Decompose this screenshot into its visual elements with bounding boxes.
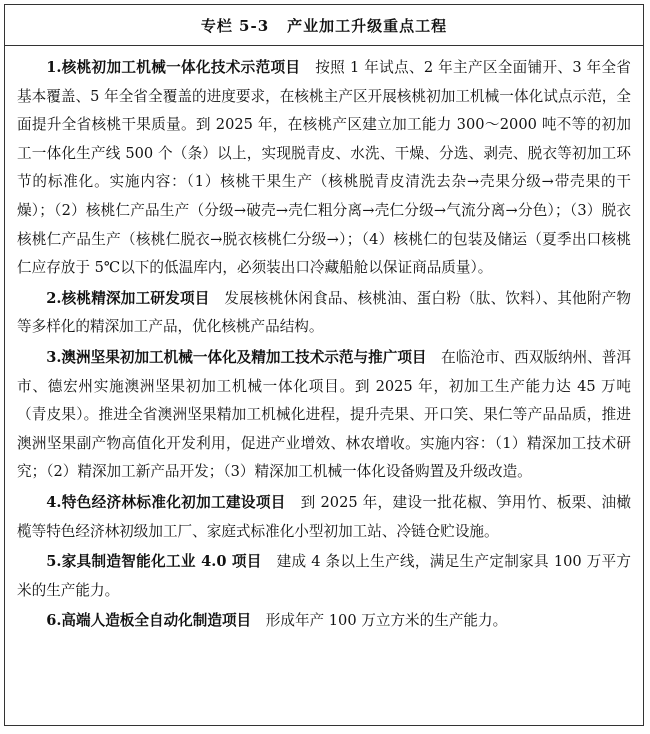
box-body <box>5 46 643 636</box>
project-item <box>17 344 631 487</box>
project-item <box>17 285 631 342</box>
project-item <box>17 54 631 283</box>
box-number: 专栏 5-3 <box>200 16 270 35</box>
project-text: 在临沧市、西双版纳州、普洱市、德宏州实施澳洲坚果初加工机械一体化项目。到 2025 年，初加工生产能力达 45 万吨（青皮果）。推进全省澳洲坚果精加工机械化进程，提升壳果、开口笑、果仁等产品品质，推进澳洲坚果副产物高值化开发利用，促进产业增效、林农增收。实施内容：（1）精深加工技术研究；（2）精深加工新产品开发；（3）精深加工机械一体化设备购置及升级改造。 <box>17 348 631 481</box>
box-title: 产业加工升级重点工程 <box>287 16 448 35</box>
project-text: 发展核桃休闲食品、核桃油、蛋白粉（肽、饮料）、其他附产物等多样化的精深加工产品，优化核桃产品结构。 <box>17 289 631 336</box>
box-title-bar <box>5 5 643 46</box>
project-heading: 3.澳洲坚果初加工机械一体化及精加工技术示范与推广项目 <box>46 348 427 366</box>
project-item <box>17 607 631 636</box>
project-heading: 2.核桃精深加工研发项目 <box>46 289 210 307</box>
project-text: 形成年产 100 万立方米的生产能力。 <box>265 612 508 630</box>
project-heading: 1.核桃初加工机械一体化技术示范项目 <box>46 59 301 76</box>
feature-box <box>4 4 644 726</box>
project-item <box>17 489 631 546</box>
project-text: 按照 1 年试点、2 年主产区全面铺开、3 年全省基本覆盖、5 年全省全覆盖的进度要求，在核桃主产区开展核桃初加工机械一体化试点示范，全面提升全省核桃干果质量。到 2025 年，在核桃产区建立加工能力 300～2000 吨不等的初加工一体化生产线 500 个（条）以上，实现脱青皮、水洗、干燥、分选、剥壳、脱衣等初加工环节的标准化。实施内容：（1）核桃干果生产（核桃脱青皮清洗去杂→壳果分级→带壳果的干燥）；（2）核桃仁产品生产（分级→破壳→壳仁粗分离→壳仁分级→气流分离→分色）；（3）脱衣核桃仁产品生产（核桃仁脱衣→脱衣核桃仁分级→）；（4）核桃仁的包装及储运（夏季出口核桃仁应存放于 5℃以下的低温库内，必须装出口冷藏船舱以保证商品质量）。 <box>17 59 631 277</box>
project-heading: 6.高端人造板全自动化制造项目 <box>46 612 252 630</box>
project-heading: 4.特色经济林标准化初加工建设项目 <box>46 493 286 511</box>
project-text: 到 2025 年，建设一批花椒、笋用竹、板栗、油橄榄等特色经济林初级加工厂、家庭式标准化小型初加工站、冷链仓贮设施。 <box>17 493 631 540</box>
project-item <box>17 548 631 605</box>
project-text: 建成 4 条以上生产线，满足生产定制家具 100 万平方米的生产能力。 <box>17 553 631 599</box>
project-heading: 5.家具制造智能化工业 4.0 项目 <box>46 553 262 571</box>
